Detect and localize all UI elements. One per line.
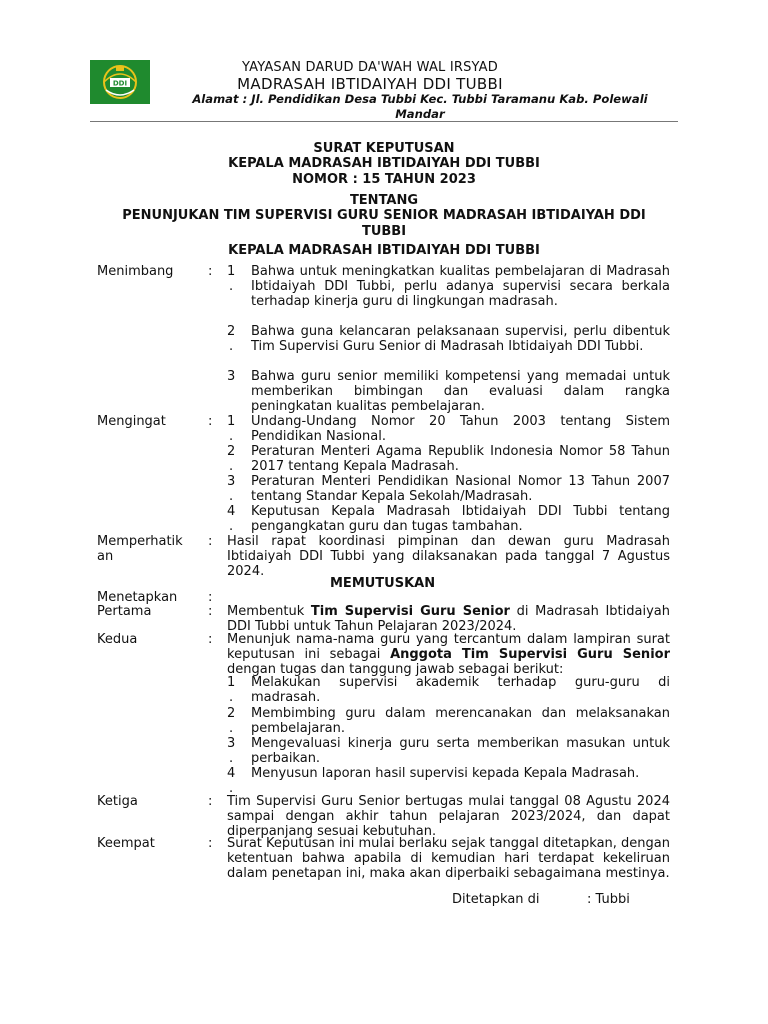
label-pertama: Pertama	[97, 604, 152, 619]
label-menetapkan: Menetapkan	[97, 590, 178, 605]
item-number: 2	[227, 444, 236, 459]
school-address: Alamat : Jl. Pendidikan Desa Tubbi Kec. Tubbi Taramanu Kab. Polewali Mandar	[192, 92, 648, 121]
label-memperhatikan: Memperhatik	[97, 534, 183, 549]
label-kedua: Kedua	[97, 632, 138, 647]
item-dot: .	[229, 721, 234, 736]
colon: :	[208, 836, 213, 851]
label-memperhatikan-cont: an	[97, 549, 114, 564]
doc-subject: PENUNJUKAN TIM SUPERVISI GURU SENIOR MADRASAH IBTIDAIYAH DDI TUBBI	[122, 208, 646, 239]
menimbang-item: Bahwa guna kelancaran pelaksanaan supervisi, perlu dibentuk Tim Supervisi Guru Senior di Madrasah Ibtidaiyah DDI Tubbi.	[251, 324, 670, 354]
memperhatikan-text: Hasil rapat koordinasi pimpinan dan dewan guru Madrasah Ibtidaiyah DDI Tubbi yang dilaksanakan pada tanggal 7 Agustus 2024.	[227, 534, 670, 579]
school-name: MADRASAH IBTIDAIYAH DDI TUBBI	[237, 75, 503, 93]
item-dot: .	[229, 751, 234, 766]
colon: :	[208, 264, 213, 279]
kedua-bold: Anggota Tim Supervisi Guru Senior	[390, 647, 670, 662]
keempat-text: Surat Keputusan ini mulai berlaku sejak tanggal ditetapkan, dengan ketentuan bahwa apabila di kemudian hari terdapat kekeliruan dalam penetapan ini, maka akan diperbaiki sebagaimana mestinya.	[227, 836, 670, 881]
kedua-text: Menunjuk nama-nama guru yang tercantum dalam lampiran surat keputusan ini sebagai Anggota Tim Supervisi Guru Senior dengan tugas dan tanggung jawab sebagai berikut:	[227, 632, 670, 677]
item-number: 2	[227, 324, 236, 339]
doc-issuer-line: KEPALA MADRASAH IBTIDAIYAH DDI TUBBI	[228, 156, 540, 171]
doc-about: TENTANG	[349, 193, 419, 208]
item-number: 4	[227, 504, 236, 519]
item-dot: .	[229, 429, 234, 444]
foundation-name: YAYASAN DARUD DA'WAH WAL IRSYAD	[241, 60, 498, 75]
colon: :	[208, 590, 213, 605]
item-dot: .	[229, 781, 234, 796]
logo-text: DDI	[112, 79, 128, 88]
ketiga-text: Tim Supervisi Guru Senior bertugas mulai tanggal 08 Agustu 2024 sampai dengan akhir tahun pelajaran 2023/2024, dan dapat diperpanjang sesuai kebutuhan.	[227, 794, 670, 839]
pertama-bold: Tim Supervisi Guru Senior	[310, 604, 510, 619]
menimbang-item: Bahwa guru senior memiliki kompetensi yang memadai untuk memberikan bimbingan dan evaluasi dalam rangka peningkatan kualitas pembelajaran.	[251, 369, 670, 414]
kedua-item: Melakukan supervisi akademik terhadap guru-guru di madrasah.	[251, 675, 670, 705]
kedua-item: Mengevaluasi kinerja guru serta memberikan masukan untuk perbaikan.	[251, 736, 670, 766]
item-dot: .	[229, 690, 234, 705]
kedua-item: Membimbing guru dalam merencanakan dan melaksanakan pembelajaran.	[251, 706, 670, 736]
doc-title: SURAT KEPUTUSAN	[313, 141, 455, 156]
colon: :	[208, 534, 213, 549]
footer-label: Ditetapkan di	[452, 892, 540, 907]
label-keempat: Keempat	[97, 836, 155, 851]
mengingat-item: Undang-Undang Nomor 20 Tahun 2003 tentang Sistem Pendidikan Nasional.	[251, 414, 670, 444]
label-mengingat: Mengingat	[97, 414, 166, 429]
menimbang-item: Bahwa untuk meningkatkan kualitas pembelajaran di Madrasah Ibtidaiyah DDI Tubbi, perlu adanya supervisi secara berkala terhadap kinerja guru di lingkungan madrasah.	[251, 264, 670, 309]
mengingat-item: Peraturan Menteri Agama Republik Indonesia Nomor 58 Tahun 2017 tentang Kepala Madrasah.	[251, 444, 670, 474]
item-dot: .	[229, 489, 234, 504]
item-number: 1	[227, 414, 236, 429]
item-number: 4	[227, 766, 236, 781]
item-number: 1	[227, 264, 236, 279]
item-dot: .	[229, 459, 234, 474]
item-number: 2	[227, 706, 236, 721]
item-dot: .	[229, 339, 234, 354]
label-menimbang: Menimbang	[97, 264, 174, 279]
item-number: 3	[227, 369, 236, 384]
item-dot: .	[229, 279, 234, 294]
mengingat-item: Peraturan Menteri Pendidikan Nasional Nomor 13 Tahun 2007 tentang Standar Kepala Sekolah/Madrasah.	[251, 474, 670, 504]
colon: :	[208, 794, 213, 809]
pertama-text: Membentuk Tim Supervisi Guru Senior di Madrasah Ibtidaiyah DDI Tubbi untuk Tahun Pelajaran 2023/2024.	[227, 604, 670, 634]
item-number: 1	[227, 675, 236, 690]
colon: :	[208, 414, 213, 429]
decision-heading: MEMUTUSKAN	[330, 576, 436, 591]
item-number: 3	[227, 474, 236, 489]
label-ketiga: Ketiga	[97, 794, 138, 809]
colon: :	[208, 604, 213, 619]
kedua-item: Menyusun laporan hasil supervisi kepada Kepala Madrasah.	[251, 766, 640, 781]
colon: :	[208, 632, 213, 647]
footer-value: : Tubbi	[587, 892, 630, 907]
item-number: 3	[227, 736, 236, 751]
mengingat-item: Keputusan Kepala Madrasah Ibtidaiyah DDI Tubbi tentang pengangkatan guru dan tugas tambahan.	[251, 504, 670, 534]
header-divider	[90, 121, 678, 122]
school-logo-icon	[90, 60, 150, 104]
item-dot: .	[229, 519, 234, 534]
doc-issuer: KEPALA MADRASAH IBTIDAIYAH DDI TUBBI	[228, 243, 540, 258]
doc-number: NOMOR : 15 TAHUN 2023	[292, 172, 476, 187]
